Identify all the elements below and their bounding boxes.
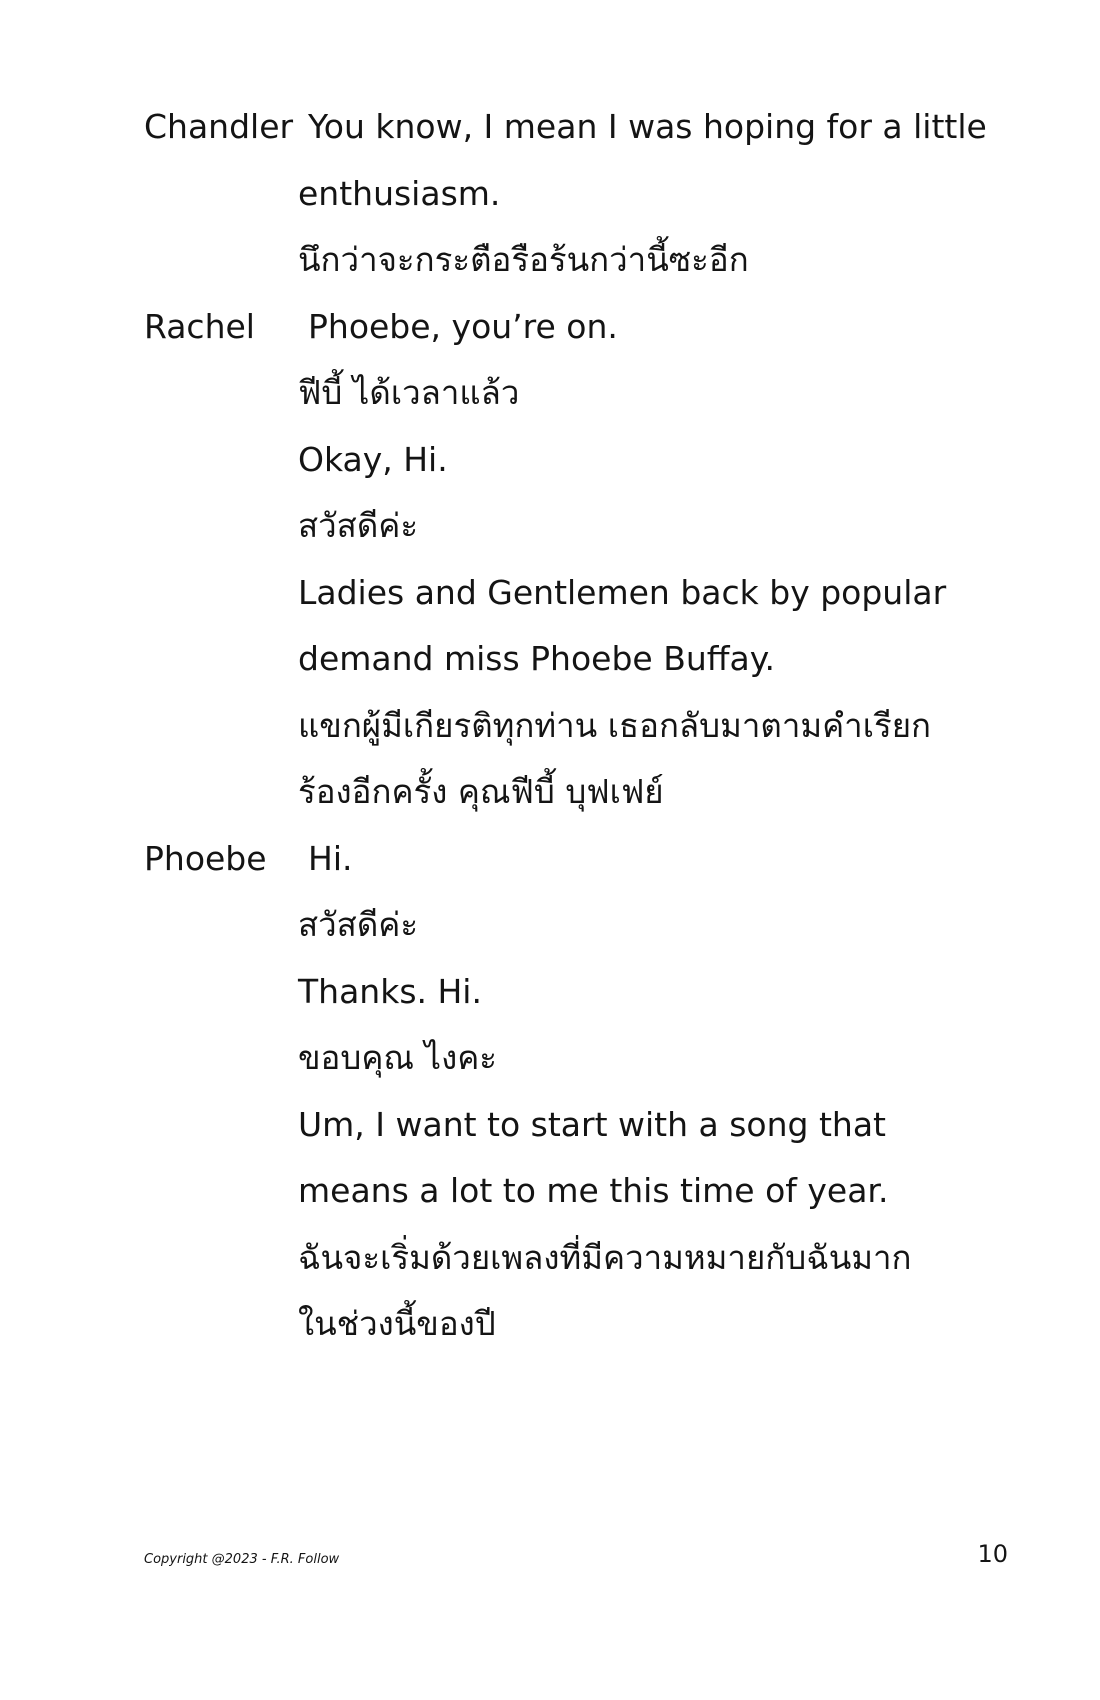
copyright-notice: Copyright @2023 - F.R. Follow bbox=[144, 1552, 340, 1567]
dialogue-line-thai bbox=[144, 693, 1024, 760]
dialogue-line-text: ขอบคุณ ไงคะ bbox=[298, 1038, 498, 1077]
dialogue-line bbox=[144, 560, 1024, 627]
dialogue-line bbox=[144, 94, 1024, 161]
dialogue-line-text: Hi. bbox=[308, 838, 353, 878]
dialogue-line bbox=[144, 826, 1024, 893]
dialogue-line-text: นึกว่าจะกระตือรือร้นกว่านี้ซะอีก bbox=[298, 240, 749, 279]
dialogue-line-text: สวัสดีค่ะ bbox=[298, 506, 419, 545]
dialogue-line-text: ฟีบี้ ได้เวลาแล้ว bbox=[298, 373, 520, 412]
dialogue-line-text: Thanks. Hi. bbox=[298, 971, 482, 1011]
dialogue-block-phoebe bbox=[144, 826, 1024, 1358]
dialogue-line-thai bbox=[144, 1291, 1024, 1358]
dialogue-line-text: You know, I mean I was hoping for a little bbox=[308, 107, 987, 146]
dialogue-line-thai bbox=[144, 360, 1024, 427]
dialogue-line-text: demand miss Phoebe Buffay. bbox=[298, 639, 776, 678]
dialogue-line bbox=[144, 294, 1024, 361]
dialogue-line-text: Um, I want to start with a song that bbox=[298, 1104, 886, 1144]
dialogue-line-thai bbox=[144, 493, 1024, 560]
dialogue-script bbox=[144, 94, 1024, 1358]
dialogue-line-text: Phoebe, you’re on. bbox=[308, 306, 618, 346]
dialogue-line bbox=[144, 626, 1024, 693]
dialogue-line-text: ร้องอีกครั้ง คุณฟีบี้ บุฟเฟย์ bbox=[298, 772, 664, 811]
dialogue-line-thai bbox=[144, 892, 1024, 959]
dialogue-line-text: enthusiasm. bbox=[298, 173, 501, 213]
dialogue-line-thai bbox=[144, 1025, 1024, 1092]
dialogue-line-text: ฉันจะเริ่มด้วยเพลงที่มีความหมายกับฉันมาก bbox=[298, 1237, 912, 1277]
dialogue-line-thai bbox=[144, 759, 1024, 826]
dialogue-line bbox=[144, 1092, 1024, 1159]
dialogue-block-chandler bbox=[144, 94, 1024, 294]
dialogue-line-text: means a lot to me this time of year. bbox=[298, 1171, 889, 1210]
dialogue-line-text: แขกผู้มีเกียรติทุกท่าน เธอกลับมาตามคำเรียก bbox=[298, 705, 932, 745]
dialogue-block-rachel bbox=[144, 294, 1024, 826]
dialogue-line bbox=[144, 161, 1024, 228]
dialogue-line bbox=[144, 1158, 1024, 1225]
dialogue-line-thai bbox=[144, 227, 1024, 294]
speaker-name: Rachel bbox=[144, 306, 255, 346]
speaker-name: Phoebe bbox=[144, 838, 267, 878]
dialogue-line bbox=[144, 959, 1024, 1026]
dialogue-line-text: Ladies and Gentlemen back by popular bbox=[298, 572, 947, 612]
dialogue-line-thai bbox=[144, 1225, 1024, 1292]
dialogue-line-text: Okay, Hi. bbox=[298, 439, 448, 479]
dialogue-line bbox=[144, 427, 1024, 494]
speaker-name: Chandler bbox=[144, 107, 294, 146]
page-number: 10 bbox=[977, 1540, 1008, 1568]
dialogue-line-text: สวัสดีค่ะ bbox=[298, 905, 419, 944]
dialogue-line-text: ในช่วงนี้ของปี bbox=[298, 1304, 496, 1343]
